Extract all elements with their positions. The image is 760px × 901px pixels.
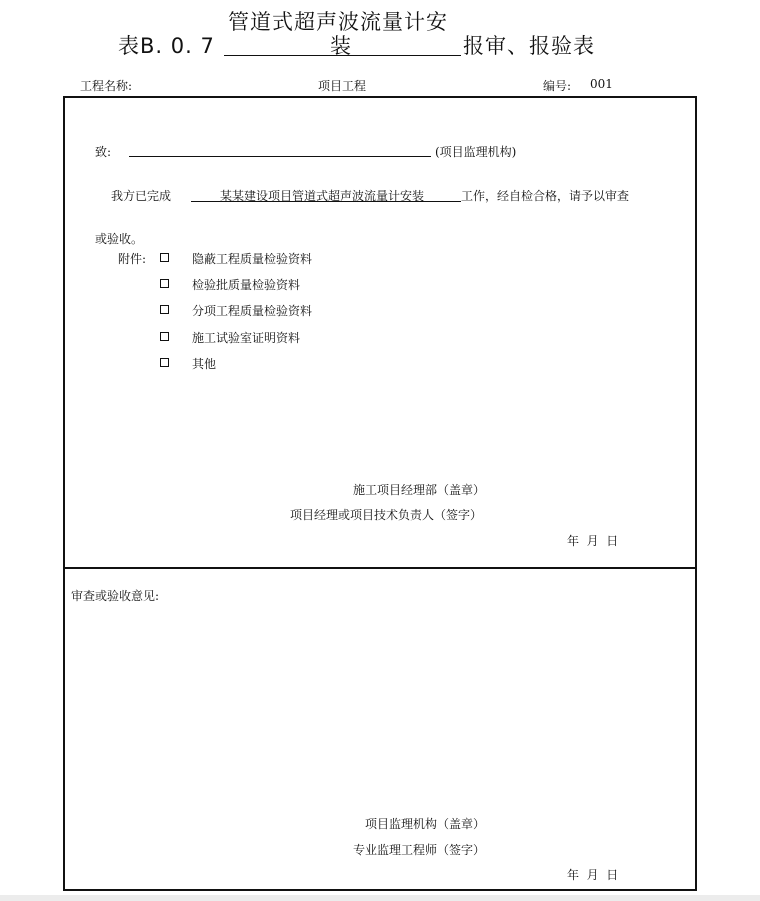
form-title-line2: 装 xyxy=(330,34,351,58)
to-blank-line[interactable] xyxy=(129,156,431,157)
project-name-label: 工程名称: xyxy=(80,79,133,93)
form-title-suffix: 报审、报验表 xyxy=(463,34,595,58)
date-line: 年 月 日 xyxy=(567,534,619,548)
checkbox-concealed-works[interactable] xyxy=(160,253,169,262)
project-name-value: 项目工程 xyxy=(318,79,367,93)
or-accept-text: 或验收。 xyxy=(95,232,144,246)
title-underline xyxy=(224,55,461,56)
to-suffix: (项目监理机构) xyxy=(435,145,517,159)
page-bottom-bar xyxy=(0,895,760,901)
number-value: 001 xyxy=(590,77,613,91)
attachment-item: 其他 xyxy=(192,357,217,371)
checkbox-other[interactable] xyxy=(160,358,169,367)
number-label: 编号: xyxy=(543,79,572,93)
checkbox-sub-item-works[interactable] xyxy=(160,305,169,314)
form-title-line1: 管道式超声波流量计安 xyxy=(228,10,448,34)
date-line: 年 月 日 xyxy=(567,868,619,882)
to-label: 致: xyxy=(95,145,112,159)
completed-item-underline xyxy=(191,201,461,202)
manager-signature-line: 项目经理或项目技术负责人（签字） xyxy=(290,508,483,522)
completed-label: 我方已完成 xyxy=(111,189,172,203)
application-section xyxy=(63,96,697,569)
form-code: 表B. 0. 7 xyxy=(118,34,215,58)
completed-suffix: 工作，经自检合格，请予以审查 xyxy=(461,189,630,203)
review-section xyxy=(63,567,697,891)
completed-item: 某某建设项目管道式超声波流量计安装 xyxy=(220,189,425,203)
attachment-item: 施工试验室证明资料 xyxy=(192,331,301,345)
attachment-item: 检验批质量检验资料 xyxy=(192,278,301,292)
review-opinion-label: 审查或验收意见: xyxy=(71,589,160,603)
checkbox-inspection-batch[interactable] xyxy=(160,279,169,288)
engineer-signature-line: 专业监理工程师（签字） xyxy=(353,843,486,857)
attachment-item: 分项工程质量检验资料 xyxy=(192,304,313,318)
supervisor-seal-line: 项目监理机构（盖章） xyxy=(365,817,486,831)
attachment-label: 附件: xyxy=(118,252,147,266)
checkbox-lab-certificate[interactable] xyxy=(160,332,169,341)
attachment-item: 隐蔽工程质量检验资料 xyxy=(192,252,313,266)
contractor-seal-line: 施工项目经理部（盖章） xyxy=(353,483,486,497)
